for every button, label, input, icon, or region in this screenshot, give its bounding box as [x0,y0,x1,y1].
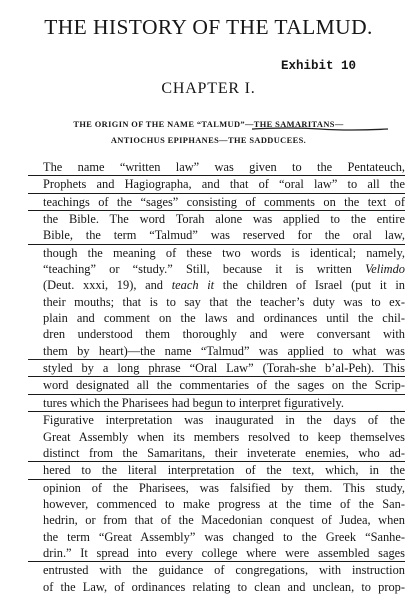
text-line: entrusted with the guidance of congregations, with instruction [43,563,405,578]
text-line: them by heart)—the name “Talmud” was applied to what was [28,343,405,360]
text-line: of the Law, of ordinances relating to clean and unclean, to prop- [43,579,405,594]
text-line: distinct from the Samaritans, their inveterate enemies, who ad- [28,445,405,462]
text-segment: (Deut. xxxi, 19), and [43,278,164,293]
text-line: The name “written law” was given to the Pentateuch, [28,159,405,176]
text-line: the Bible. The word Torah alone was applied to the entire [43,212,405,227]
text-line: Bible, the term “Talmud” was reserved for the oral law, [28,227,405,244]
italic-velimdo: Velimdo [365,262,405,277]
text-line: their mouths; that is to say that the teacher’s duty was to ex- [43,294,405,309]
paragraph-1 [28,159,405,412]
text-line: word designated all the commentaries of the sages on the Scrip- [28,377,405,394]
chapter-subtitle-line-2: ANTIOCHUS EPIPHANES—THE SADDUCEES. [110,136,307,145]
chapter-subtitle-line-1: THE ORIGIN OF THE NAME “TALMUD”—THE SAMARITANS— [73,120,344,129]
text-line [28,277,405,293]
text-line: teachings of the “sages” consisting of comments on the text of [28,194,405,211]
exhibit-stamp: Exhibit 10 [281,59,357,73]
text-line: Great Assembly when its members resolved to keep themselves [43,429,405,444]
body-text [28,159,405,595]
text-line: hedrin, or from that of the Macedonian conquest of Judea, when [43,513,405,528]
text-line: opinion of the Pharisees, was falsified by them. This study, [43,480,405,495]
text-line: plain and comment on the laws and ordinances until the chil- [43,311,405,326]
italic-teach-it: teach it [171,278,215,293]
text-segment: the children of Israel (put it in [222,278,405,293]
paragraph-2 [28,412,405,595]
text-line: though the meaning of these two words is identical; namely, [43,245,405,260]
text-line: tures which the Pharisees had begun to interpret figuratively. [28,395,405,412]
text-line: Figurative interpretation was inaugurated in the days of the [43,413,405,428]
running-head: THE HISTORY OF THE TALMUD. [44,15,373,39]
chapter-heading: CHAPTER I. [161,80,256,97]
text-line: Prophets and Hagiographa, and that of “oral law” to all the [28,176,405,193]
text-line: styled by a long phrase “Oral Law” (Torah-she b’al-Peh). This [28,360,405,377]
text-segment: “teaching” or “study.” Still, because it is written [43,262,352,277]
text-line: hered to the literal interpretation of the text, which, in the [28,462,405,479]
text-line: drin.” It spread into every college where were assembled sages [28,545,405,562]
text-line: dren understood them thoroughly and were conversant with [43,327,405,342]
text-line: the term “Great Assembly” was changed to the Greek “Sanhe- [43,529,405,544]
text-line [28,261,405,277]
text-line: however, commenced to make progress at the time of the San- [43,496,405,511]
